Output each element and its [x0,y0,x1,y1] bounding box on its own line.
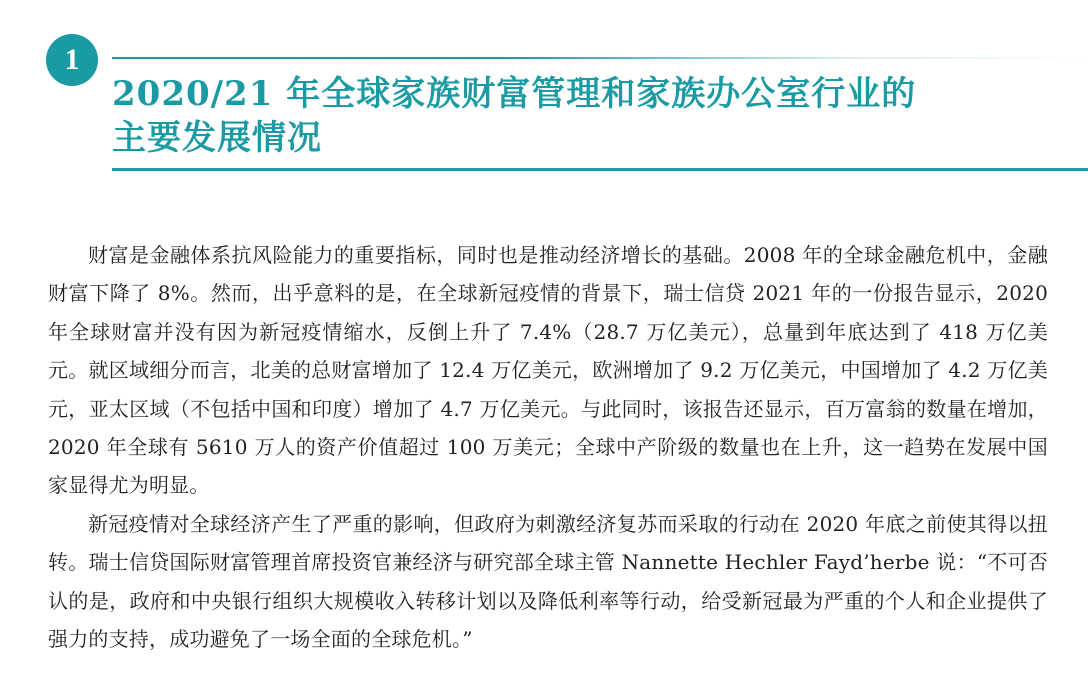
paragraph-2: 新冠疫情对全球经济产生了严重的影响，但政府为刺激经济复苏而采取的行动在 2020 年底之前使其得以扭转。瑞士信贷国际财富管理首席投资官兼经济与研究部全球主管 Nannette Hechler Fayd’herbe 说：“不可否认的是，政府和中央银行组织大规模收入转移计划以及降低利率等行动，给受新冠最为严重的个人和企业提供了强力的支持，成功避免了一场全面的全球危机。” [48,511,1048,652]
paragraph-1: 财富是金融体系抗风险能力的重要指标，同时也是推动经济增长的基础。2008 年的全球金融危机中，金融财富下降了 8%。然而，出乎意料的是，在全球新冠疫情的背景下，瑞士信贷 2021 年的一份报告显示，2020 年全球财富并没有因为新冠疫情缩水，反倒上升了 7.4%（28.7 万亿美元），总量到年底达到了 418 万亿美元。就区域细分而言，北美的总财富增加了 12.4 万亿美元，欧洲增加了 9.2 万亿美元，中国增加了 4.2 万亿美元，亚太区域（不包括中国和印度）增加了 4.7 万亿美元。与此同时，该报告还显示，百万富翁的数量在增加，2020 年全球有 5610 万人的资产价值超过 100 万美元；全球中产阶级的数量也在上升，这一趋势在发展中国家显得尤为明显。 [48,243,1048,498]
body-text [48,236,1048,658]
section-number-badge: 1 [46,34,98,86]
section-title-line-1: 2020/21 年全球家族财富管理和家族办公室行业的 [112,74,917,114]
section-title-line-2: 主要发展情况 [112,118,322,158]
title-bottom-rule [112,168,1088,171]
section-title [112,72,1012,160]
title-top-rule [112,57,1088,59]
